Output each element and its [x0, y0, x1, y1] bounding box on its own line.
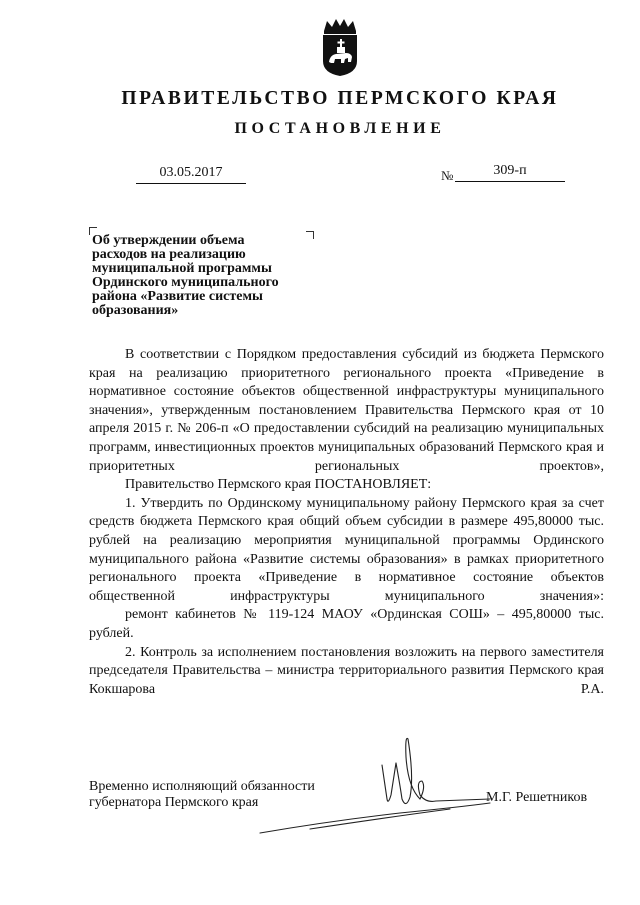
coat-of-arms-icon: [318, 17, 362, 77]
document-number: 309-п: [455, 163, 565, 182]
position-line: губернатора Пермского края: [89, 794, 259, 810]
subject-line: Об утверждении объема: [92, 233, 245, 248]
subject-line: района «Развитие системы: [92, 288, 263, 304]
number-sign: №: [441, 168, 454, 183]
document-subject: [92, 234, 317, 317]
document-type: ПОСТАНОВЛЕНИЕ: [234, 120, 446, 137]
signer-name: М.Г. Решетников: [486, 790, 588, 805]
handwritten-signature: [250, 737, 510, 837]
subject-line: муниципальной программы: [92, 260, 272, 276]
body-paragraph: ремонт кабинетов № 119-124 МАОУ «Ординская СОШ» – 495,80000 тыс. рублей.: [89, 607, 604, 641]
body-paragraph: 2. Контроль за исполнением постановления возложить на первого заместителя председателя Правительства – министра территориального развития Пермского края Кокшарова Р.А.: [89, 644, 604, 697]
document-body: [89, 346, 604, 699]
body-paragraph: 1. Утвердить по Ординскому муниципальному району Пермского края за счет средств бюджета Пермского края общий объем субсидии в размере 495,80000 тыс. рублей на реализацию мероприятия муниципальной программы Ординского муниципального района «Развитие системы образования» в рамках приоритетного регионального проекта «Приведение в нормативное состояние объектов общественной инфраструктуры муниципального значения»:: [89, 495, 604, 604]
body-paragraph: В соответствии с Порядком предоставления субсидий из бюджета Пермского края на реализацию приоритетного регионального проекта «Приведение в нормативное состояние объектов общественной инфраструктуры муниципального значения», утвержденным постановлением Правительства Пермского края от 10 апреля 2015 г. № 206-п «О предоставлении субсидий на реализацию муниципальных программ, инвестиционных проектов муниципальных образований Пермского края и приоритетных региональных проектов»,: [89, 347, 604, 474]
subject-line: Ординского муниципального: [92, 274, 279, 290]
subject-line: расходов на реализацию: [92, 246, 246, 262]
position-line: Временно исполняющий обязанности: [89, 779, 315, 794]
body-paragraph: Правительство Пермского края ПОСТАНОВЛЯЕТ:: [125, 477, 432, 493]
subject-line: образования»: [92, 302, 179, 318]
government-title: ПРАВИТЕЛЬСТВО ПЕРМСКОГО КРАЯ: [121, 88, 559, 109]
document-date: 03.05.2017: [136, 165, 246, 184]
